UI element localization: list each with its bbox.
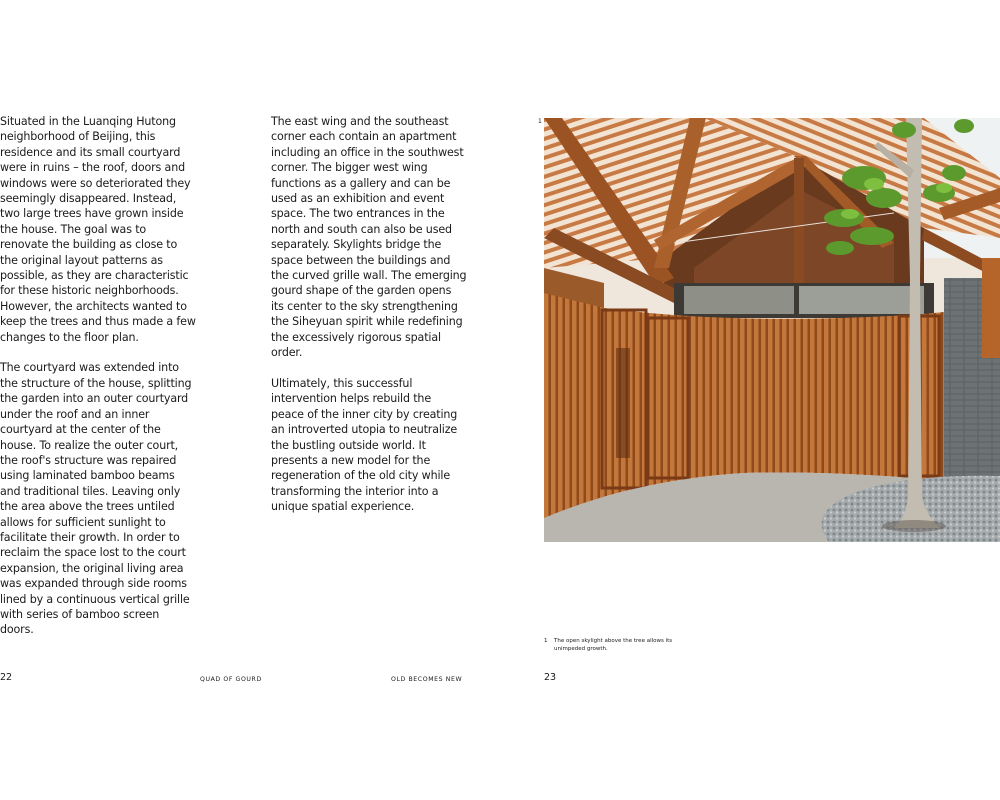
page-number-right: 23 bbox=[544, 672, 557, 683]
text-column-left bbox=[0, 114, 196, 638]
paragraph: Situated in the Luanqing Hutong neighborhood of Beijing, this residence and its small courtyard were in ruins – the roof, doors and windows were so deteriorated they seemingly disappeared. Instead, two large trees have grown inside the house. The goal was to renovate the building as close to the original layout patterns as possible, as they are characteristic for these historic neighborhoods. However, the architects wanted to keep the trees and thus made a few changes to the floor plan. bbox=[0, 115, 196, 344]
running-title-right: OLD BECOMES NEW bbox=[391, 676, 463, 683]
figure-number: 1 bbox=[538, 118, 542, 125]
caption-number: 1 bbox=[544, 638, 548, 644]
paragraph: Ultimately, this successful intervention helps rebuild the peace of the inner city by creating an introverted utopia to neutralize the bustling outside world. It presents a new model for the regeneration of the old city while transforming the interior into a unique spatial experience. bbox=[271, 376, 458, 514]
text-column-middle bbox=[271, 114, 467, 515]
paragraph: The east wing and the southeast corner each contain an apartment including an office in the southwest corner. The bigger west wing functions as a gallery and can be used as an exhibition and event space. The two entrances in the north and south can also be used separately. Skylights bridge the space between the buildings and the curved grille wall. The emerging gourd shape of the garden opens its center to the sky strengthening the Siheyuan spirit while redefining the excessively rigorous spatial order. bbox=[271, 115, 467, 360]
page-number-left: 22 bbox=[0, 672, 13, 683]
courtyard-photo bbox=[544, 118, 1000, 542]
figure-caption: The open skylight above the tree allows its unimpeded growth. bbox=[554, 638, 673, 652]
running-title-left: QUAD OF GOURD bbox=[200, 676, 262, 683]
paragraph: The courtyard was extended into the structure of the house, splitting the garden into an outer courtyard under the roof and an inner courtyard at the center of the house. To realize the outer court, the roof's structure was repaired using laminated bamboo beams and traditional tiles. Leaving only the area above the trees untiled allows for sufficient sunlight to facilitate their growth. In order to reclaim the space lost to the court expansion, the original living area was expanded through side rooms lined by a continuous vertical grille with series of bamboo screen doors. bbox=[0, 361, 192, 637]
